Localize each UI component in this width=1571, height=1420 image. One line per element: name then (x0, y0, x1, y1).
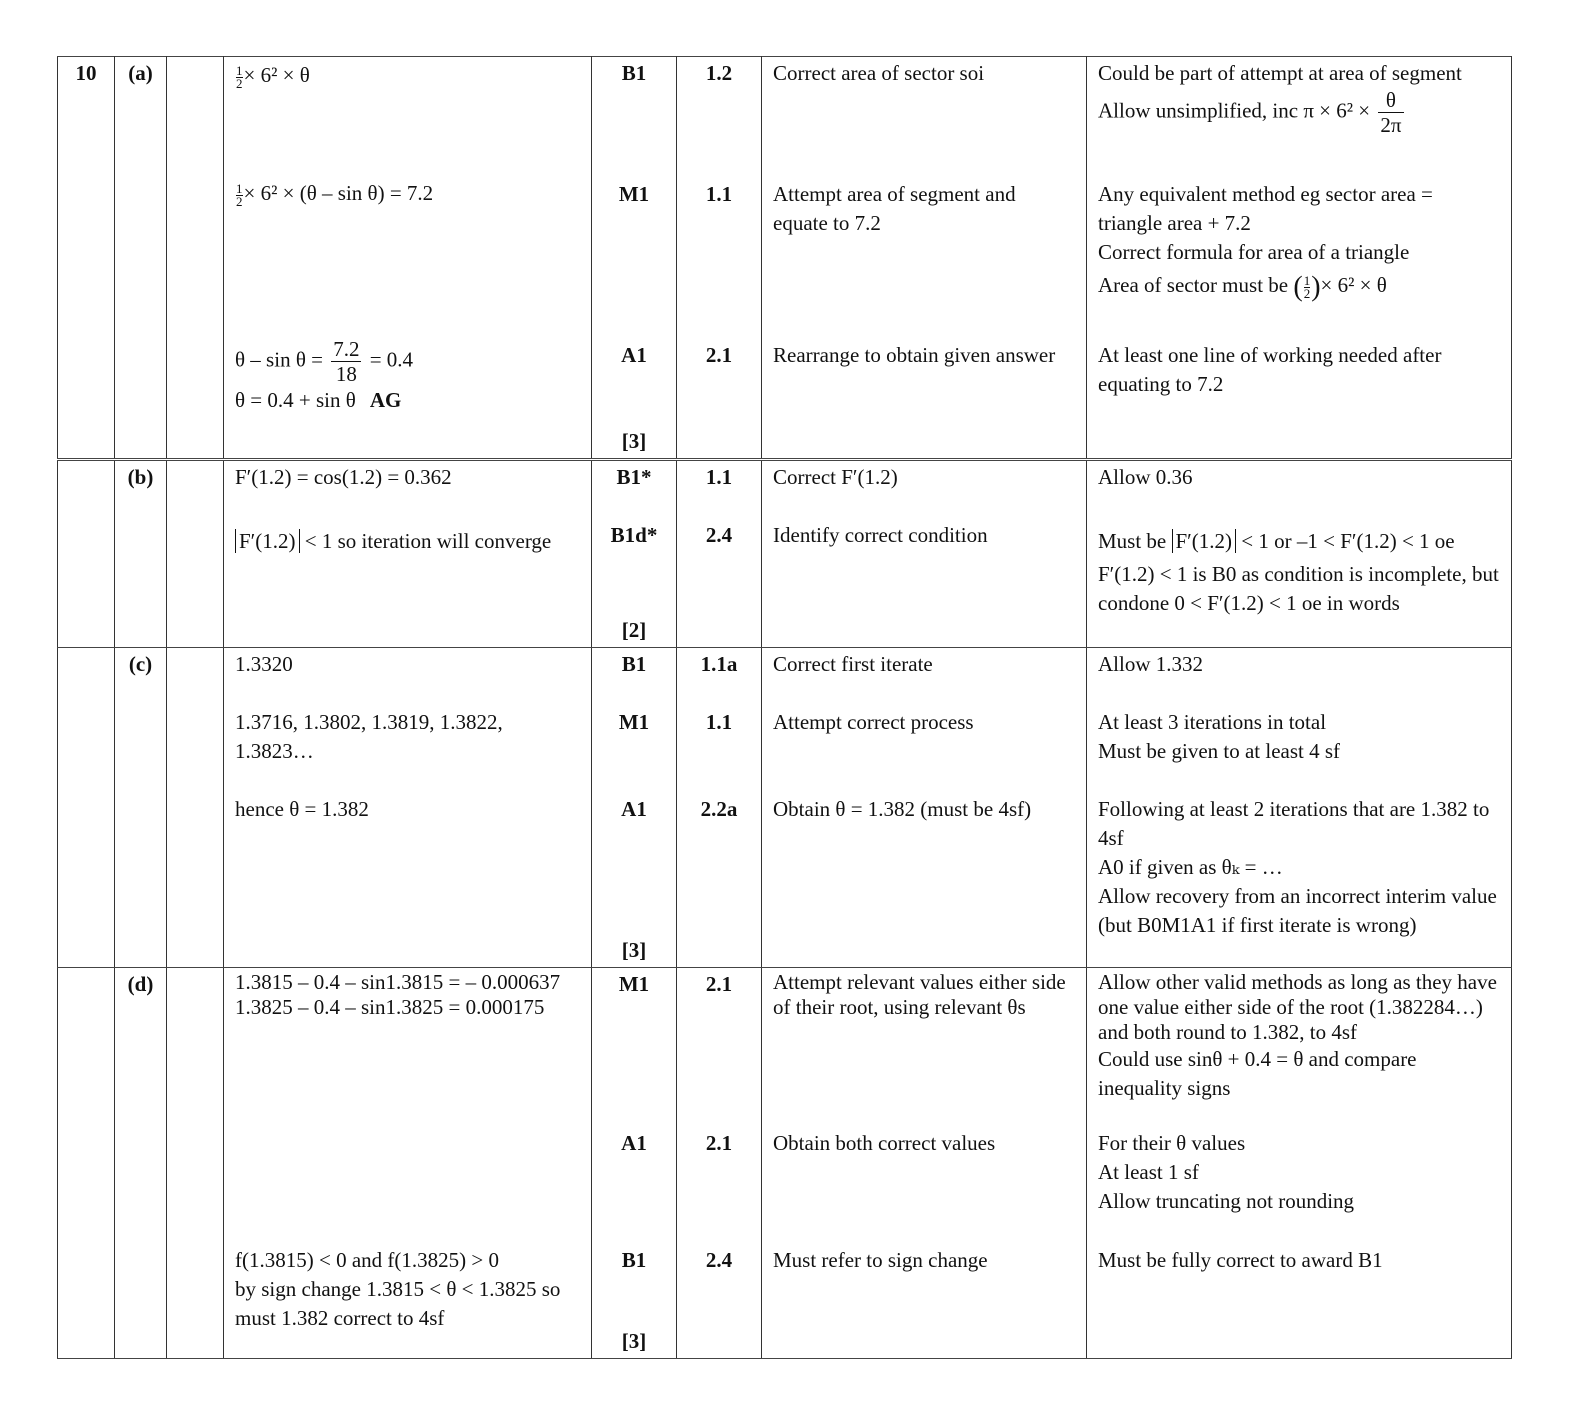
mark: B1 (621, 61, 647, 85)
part-label: (b) (115, 460, 167, 648)
mark: B1 (621, 1248, 647, 1272)
empty-cell (167, 57, 224, 460)
guidance-line: Allow recovery from an incorrect interim value (but B0M1A1 if first iterate is wrong) (1098, 884, 1497, 937)
part-total: [3] (621, 429, 647, 453)
answer-line: f(1.3815) < 0 and f(1.3825) > 0 (235, 1248, 499, 1272)
answer-text: = 0.4 (369, 347, 414, 372)
guidance-cell (1087, 57, 1512, 460)
ao-cell (677, 648, 762, 968)
mark: A1 (621, 797, 647, 821)
guidance-line: For their θ values (1098, 1131, 1246, 1155)
answer-line: by sign change 1.3815 < θ < 1.3825 so must 1.382 correct to 4sf (235, 1277, 561, 1330)
mark: B1d* (610, 523, 658, 547)
ao: 1.1a (700, 652, 738, 676)
answer-line: 1.3716, 1.3802, 1.3819, 1.3822, 1.3823… (235, 710, 503, 763)
answer-line: F′(1.2) = cos(1.2) = 0.362 (235, 465, 452, 489)
guidance-line: Could use sinθ + 0.4 = θ and compare inequality signs (1098, 1047, 1417, 1100)
guidance: Must be fully correct to award B1 (1098, 1248, 1383, 1272)
answer-text: θ – sin θ = (235, 347, 323, 372)
guidance-line: Area of sector must be ( $\frac{1}{2}$ )× 6² × θ (1098, 271, 1387, 303)
guidance: Allow 0.36 (1098, 465, 1193, 489)
answer-text: θ = 0.4 + sin θ (235, 388, 356, 412)
part-total: [3] (621, 1329, 647, 1353)
guidance-cell (1087, 648, 1512, 968)
guidance (1098, 968, 1500, 1129)
description: Must refer to sign change (773, 1248, 988, 1272)
guidance: At least one line of working needed after equating to 7.2 (1098, 343, 1442, 396)
part-total: [3] (621, 938, 647, 962)
part-total: [2] (621, 618, 647, 642)
mark: M1 (618, 182, 650, 206)
guidance (1098, 795, 1500, 940)
ao: 2.4 (705, 523, 733, 547)
part-c-row (58, 648, 1512, 968)
description-cell (762, 57, 1087, 460)
ao: 1.2 (705, 61, 733, 85)
part-label: (a) (115, 57, 167, 460)
empty-cell (58, 460, 115, 648)
answer-line (235, 386, 580, 415)
description: Obtain θ = 1.382 (must be 4sf) (773, 797, 1032, 821)
answer-line: 1.3825 – 0.4 – sin1.3825 = 0.000175 (235, 995, 545, 1019)
mark: A1 (621, 343, 647, 367)
answer-line (235, 337, 580, 386)
part-a-row (58, 57, 1512, 460)
answer-given-tag: AG (369, 388, 402, 412)
part-b-row (58, 460, 1512, 648)
answer-line (235, 61, 580, 179)
answer-cell (224, 968, 592, 1359)
mark-scheme-table (57, 56, 1512, 1359)
ao-cell (677, 460, 762, 648)
empty-cell (167, 648, 224, 968)
description-cell (762, 648, 1087, 968)
mark: M1 (618, 710, 650, 734)
answer-cell (224, 57, 592, 460)
description: Attempt correct process (773, 710, 974, 734)
part-d-row (58, 968, 1512, 1359)
answer-line: 1.3815 – 0.4 – sin1.3815 = – 0.000637 (235, 970, 561, 994)
guidance-line: Any equivalent method eg sector area = triangle area + 7.2 (1098, 182, 1433, 235)
empty-cell (58, 968, 115, 1359)
guidance-line: Must be F′(1.2) < 1 or –1 < F′(1.2) < 1 oe (1098, 529, 1455, 553)
answer-block (235, 1246, 580, 1333)
ao-cell (677, 968, 762, 1359)
ao: 1.1 (705, 182, 733, 206)
ao: 1.1 (705, 710, 733, 734)
answer-line (235, 179, 580, 337)
description: Correct area of sector soi (773, 61, 985, 85)
guidance-line: Allow other valid methods as long as they have one value either side of the root (1.382284…) and both round to 1.382, to 4sf (1098, 970, 1497, 1044)
description: Correct F′(1.2) (773, 465, 898, 489)
guidance-line: Allow truncating not rounding (1098, 1189, 1355, 1213)
guidance-line: Following at least 2 iterations that are 1.382 to 4sf (1098, 797, 1490, 850)
guidance-line: Could be part of attempt at area of segment (1098, 61, 1462, 85)
description: Attempt relevant values either side of their root, using relevant θs (773, 970, 1066, 1019)
guidance (1098, 521, 1500, 618)
mark: M1 (618, 972, 650, 996)
description: Attempt area of segment and equate to 7.2 (773, 182, 1016, 235)
guidance-cell (1087, 460, 1512, 648)
part-label: (c) (115, 648, 167, 968)
part-label: (d) (115, 968, 167, 1359)
mark: B1* (616, 465, 652, 489)
empty-cell (167, 460, 224, 648)
marks-cell (592, 968, 677, 1359)
half-fraction: $\frac{1}{2}$ (236, 180, 243, 209)
guidance-line: F′(1.2) < 1 is B0 as condition is incomplete, but condone 0 < F′(1.2) < 1 oe in words (1098, 562, 1499, 615)
guidance-cell (1087, 968, 1512, 1359)
description: Rearrange to obtain given answer (773, 343, 1056, 367)
answer-text: × 6² × (θ – sin θ) = 7.2 (243, 181, 434, 205)
mark: B1 (621, 652, 647, 676)
guidance-line: At least 1 sf (1098, 1160, 1199, 1184)
answer-line: hence θ = 1.382 (235, 797, 369, 821)
mark: A1 (621, 1131, 647, 1155)
ao: 2.4 (705, 1248, 733, 1272)
ao: 1.1 (705, 465, 733, 489)
ao: 2.1 (705, 1131, 733, 1155)
answer-cell (224, 460, 592, 648)
description-cell (762, 968, 1087, 1359)
guidance (1098, 708, 1500, 795)
half-fraction: $\frac{1}{2}$ (236, 62, 243, 91)
ao: 2.1 (705, 972, 733, 996)
question-number: 10 (58, 57, 115, 460)
guidance-line: Correct formula for area of a triangle (1098, 240, 1410, 264)
ao: 2.1 (705, 343, 733, 367)
marks-cell (592, 648, 677, 968)
description-cell (762, 460, 1087, 648)
empty-cell (167, 968, 224, 1359)
guidance-line: Must be given to at least 4 sf (1098, 739, 1341, 763)
guidance: Allow 1.332 (1098, 652, 1203, 676)
description: Correct first iterate (773, 652, 933, 676)
guidance-line: At least 3 iterations in total (1098, 710, 1327, 734)
description: Identify correct condition (773, 523, 988, 547)
description: Obtain both correct values (773, 1131, 996, 1155)
empty-cell (58, 648, 115, 968)
fraction: $\frac{7.2}{18}$ (333, 337, 360, 386)
marks-cell (592, 460, 677, 648)
answer-line: 1.3320 (235, 652, 293, 676)
guidance-line: Allow unsimplified, inc π × 6² × $\frac{\theta}{2\pi}$ (1098, 88, 1402, 137)
answer-cell (224, 648, 592, 968)
guidance (1098, 57, 1500, 180)
marks-cell (592, 57, 677, 460)
answer-text: × 6² × θ (243, 63, 310, 87)
guidance (1098, 1129, 1500, 1246)
ao: 2.2a (700, 797, 738, 821)
ao-cell (677, 57, 762, 460)
answer-line: F′(1.2) < 1 so iteration will converge (235, 521, 580, 556)
guidance-line: A0 if given as θₖ = … (1098, 855, 1283, 879)
guidance (1098, 180, 1500, 341)
answer-block (235, 968, 580, 1246)
